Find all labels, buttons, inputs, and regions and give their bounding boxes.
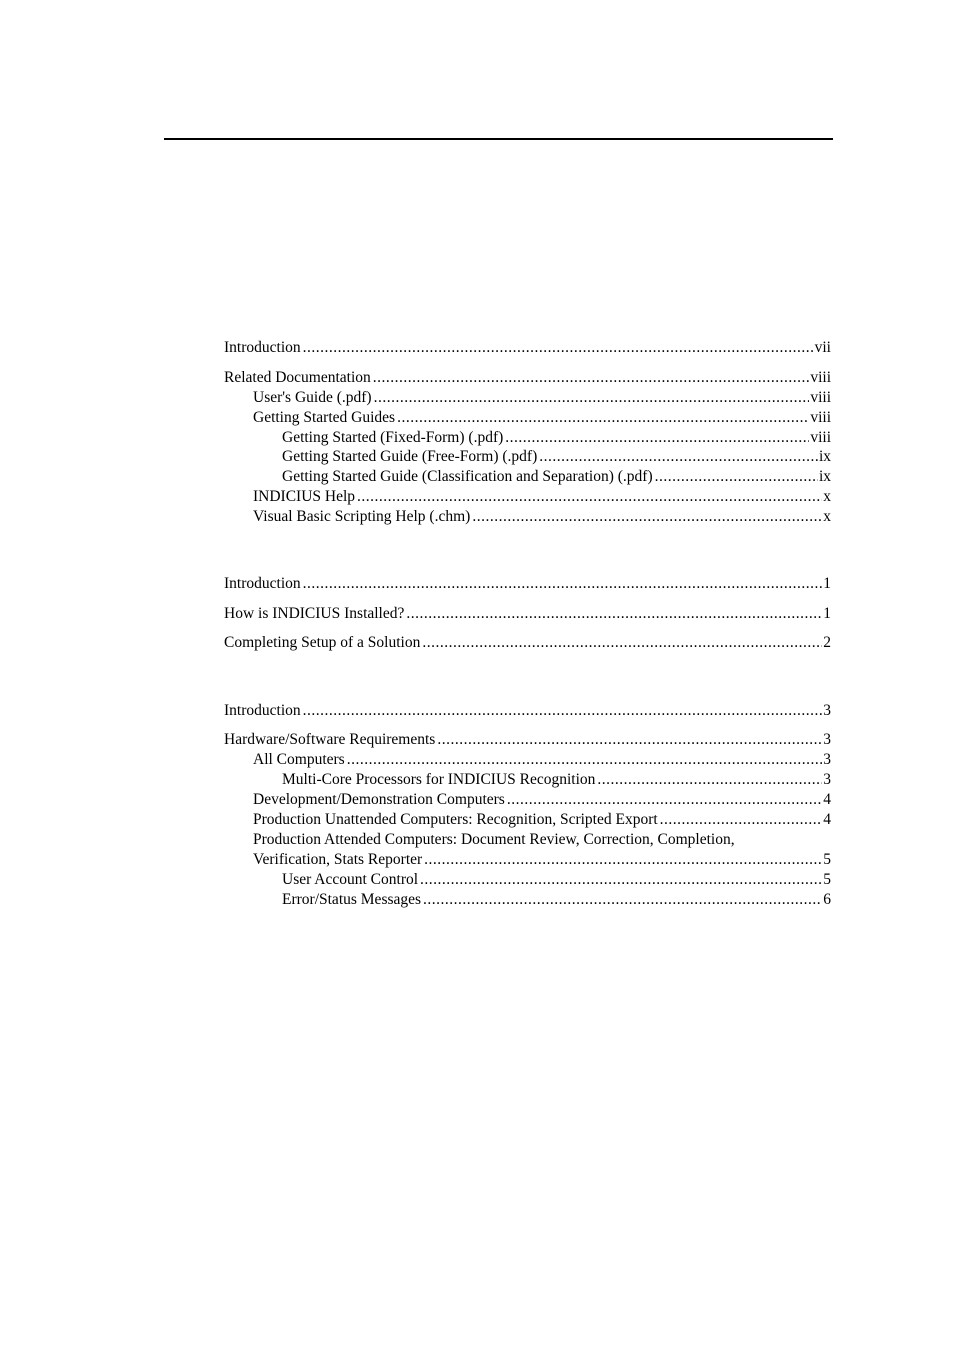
toc-entry-production-attended-continued[interactable]	[253, 850, 831, 870]
toc-entry-production-unattended[interactable]	[253, 810, 831, 830]
toc-leader	[303, 701, 823, 721]
toc-page-number: 3	[823, 731, 831, 748]
toc-leader	[423, 890, 822, 910]
toc-page-number: 1	[823, 575, 831, 592]
toc-page-number: viii	[810, 429, 831, 446]
toc-entry-title: All Computers	[253, 751, 345, 768]
toc-entry-title: Visual Basic Scripting Help (.chm)	[253, 508, 471, 525]
toc-page-number: 5	[823, 871, 831, 888]
toc-leader	[406, 604, 822, 624]
toc-entry-title: Production Unattended Computers: Recognition, Scripted Export	[253, 811, 658, 828]
toc-entry-title: Development/Demonstration Computers	[253, 791, 505, 808]
toc-leader	[507, 790, 822, 810]
toc-entry-users-guide[interactable]	[253, 388, 831, 408]
toc-entry-title: Introduction	[224, 339, 301, 356]
toc-entry-title: Related Documentation	[224, 369, 371, 386]
toc-leader	[437, 730, 822, 750]
toc-entry-title: Completing Setup of a Solution	[224, 634, 421, 651]
toc-leader	[397, 408, 809, 428]
toc-page-number: 6	[823, 891, 831, 908]
toc-entry-getting-started-guides[interactable]	[253, 408, 831, 428]
toc-page-number: ix	[818, 468, 831, 485]
toc-leader	[655, 467, 818, 487]
toc-entry-related-documentation[interactable]	[224, 368, 831, 388]
toc-entry-introduction[interactable]	[224, 338, 831, 358]
toc-leader	[373, 368, 810, 388]
toc-page-number: 3	[823, 702, 831, 719]
toc-entry-title: User's Guide (.pdf)	[253, 389, 372, 406]
toc-entry-indicius-help[interactable]	[253, 487, 831, 507]
toc-leader	[424, 850, 822, 870]
toc-leader	[357, 487, 822, 507]
toc-page-number: 2	[823, 634, 831, 651]
toc-page-number: 4	[823, 791, 831, 808]
toc-entry-vb-scripting-help[interactable]	[253, 507, 831, 527]
toc-entry-user-account-control[interactable]	[282, 870, 831, 890]
toc-entry-all-computers[interactable]	[253, 750, 831, 770]
toc-page-number: viii	[810, 369, 831, 386]
toc-page-number: ix	[818, 448, 831, 465]
toc-entry-production-attended[interactable]	[253, 830, 831, 850]
toc-entry-getting-started-fixed-form[interactable]	[282, 428, 831, 448]
toc-page-number: 5	[823, 851, 831, 868]
toc-entry-getting-started-classification[interactable]	[282, 467, 831, 487]
toc-entry-title: INDICIUS Help	[253, 488, 356, 505]
toc-entry-title: Getting Started Guide (Free-Form) (.pdf)	[282, 448, 538, 465]
toc-entry-title: Verification, Stats Reporter	[253, 851, 423, 868]
toc-entry-introduction[interactable]	[224, 574, 831, 594]
toc-page-number: viii	[810, 389, 831, 406]
toc-leader	[303, 338, 814, 358]
toc-entry-title: Getting Started (Fixed-Form) (.pdf)	[282, 429, 504, 446]
toc-entry-title: Multi-Core Processors for INDICIUS Recognition	[282, 771, 596, 788]
toc-entry-getting-started-free-form[interactable]	[282, 447, 831, 467]
toc-leader	[505, 428, 809, 448]
toc-entry-title: Introduction	[224, 575, 301, 592]
toc-entry-title: Getting Started Guides	[253, 409, 396, 426]
toc-leader	[420, 870, 822, 890]
toc-page-number: 3	[823, 751, 831, 768]
toc-entry-title: Production Attended Computers: Document Review, Correction, Completion,	[253, 831, 735, 848]
toc-entry-hardware-software-requirements[interactable]	[224, 730, 831, 750]
toc-page-number: viii	[810, 409, 831, 426]
toc-entry-introduction[interactable]	[224, 701, 831, 721]
toc-entry-title: Hardware/Software Requirements	[224, 731, 436, 748]
toc-leader	[347, 750, 823, 770]
toc-entry-title: Introduction	[224, 702, 301, 719]
toc-entry-multi-core-processors[interactable]	[282, 770, 831, 790]
toc-entry-how-installed[interactable]	[224, 604, 831, 624]
toc-leader	[374, 388, 810, 408]
toc-page-number: 1	[823, 605, 831, 622]
toc-entry-error-status-messages[interactable]	[282, 890, 831, 910]
toc-page-number: x	[823, 488, 831, 505]
toc-page-number: 4	[823, 811, 831, 828]
toc-entry-completing-setup[interactable]	[224, 633, 831, 653]
toc-page-number: 3	[823, 771, 831, 788]
toc-leader	[539, 447, 818, 467]
toc-entry-development-demonstration[interactable]	[253, 790, 831, 810]
toc-entry-title: User Account Control	[282, 871, 419, 888]
header-rule	[164, 138, 833, 140]
toc-entry-title: Getting Started Guide (Classification and Separation) (.pdf)	[282, 468, 653, 485]
toc-leader	[303, 574, 823, 594]
toc-leader	[472, 507, 822, 527]
toc-entry-title: How is INDICIUS Installed?	[224, 605, 405, 622]
toc-leader	[422, 633, 822, 653]
toc-entry-title: Error/Status Messages	[282, 891, 422, 908]
toc-page-number: x	[823, 508, 831, 525]
toc-leader	[660, 810, 823, 830]
toc-page-number: vii	[814, 339, 831, 356]
toc-leader	[597, 770, 822, 790]
